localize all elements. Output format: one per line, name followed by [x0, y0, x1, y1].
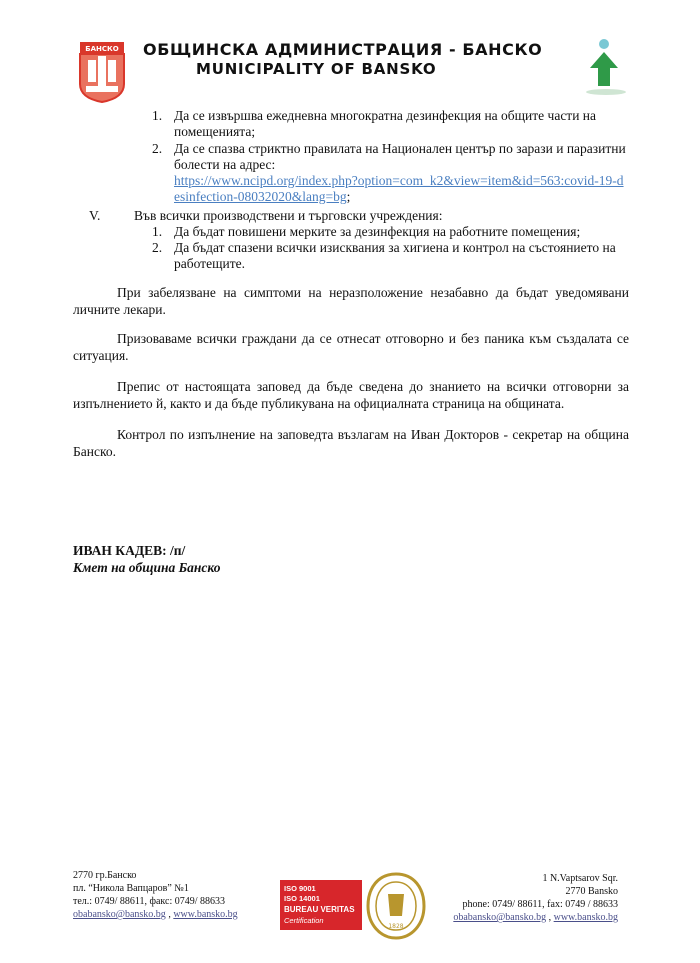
footer-email-link-en[interactable]: obabansko@bansko.bg — [453, 912, 547, 923]
footer-address-bg: 2770 гр.Банско пл. “Никола Вапцаров” №1 тел.: 0749/ 88611, факс: 0749/ 88633 obabansko@bansko.bg , www.bansko.bg — [73, 870, 238, 920]
list-item: 1. Да бъдат повишени мерките за дезинфекция на работните помещения; — [152, 224, 581, 239]
svg-text:1828: 1828 — [388, 923, 404, 930]
paragraph-symptoms: При забелязване на симптоми на неразположение незабавно да бъдат уведомявани личните лекари. — [73, 285, 629, 317]
signature-name: ИВАН КАДЕВ: /п/ — [73, 543, 186, 558]
bansko-crest-icon — [78, 40, 126, 104]
section-v — [89, 208, 629, 272]
header-title-bg: ОБЩИНСКА АДМИНИСТРАЦИЯ - БАНСКО — [143, 40, 543, 59]
paragraph-transcript: Препис от настоящата заповед да бъде сведена до знанието на всички отговорни за изпълнението й, както и да бъде публикувана на официалната страница на общината. — [73, 379, 629, 411]
list-item: 2. Да се спазва стриктно правилата на Национален център по зарази и паразитни болести на адрес: https://www.ncipd.org/index.php?option=com_k2&view=item&id=563:covid-19-desinfection-08032020&lang=bg; — [152, 141, 626, 204]
signature-title: Кмет на община Банско — [73, 560, 221, 575]
footer-email-link[interactable]: obabansko@bansko.bg — [73, 909, 166, 920]
header-title-en: MUNICIPALITY OF BANSKO — [196, 60, 437, 78]
list-item: 2. Да бъдат спазени всички изисквания за хигиена и контрол на състоянието на работещите. — [152, 240, 616, 271]
green-arrow-logo-icon — [582, 38, 630, 98]
footer-address-en: 1 N.Vaptsarov Sqr. 2770 Bansko phone: 0749/ 88611, fax: 0749 / 88633 obabansko@bansko.bg , www.bansko.bg — [453, 873, 618, 923]
bureau-veritas-seal-icon — [366, 872, 426, 940]
section-heading: V. Във всички производствени и търговски учреждения: — [89, 208, 443, 223]
paragraph-appeal: Призоваваме всички граждани да се отнесат отговорно и без паника към създалата се ситуация. — [73, 331, 629, 363]
ncipd-link[interactable]: https://www.ncipd.org/index.php?option=com_k2&view=item&id=563:covid-19-desinfection-08032020&lang=bg — [174, 173, 624, 204]
certification-badge: ISO 9001 ISO 14001 BUREAU VERITAS Certification — [280, 880, 362, 930]
footer-web-link-en[interactable]: www.bansko.bg — [553, 912, 618, 923]
crest-label: БАНСКО — [85, 45, 119, 53]
list-item: 1. Да се извършва ежедневна многократна дезинфекция на общите части на помещенията; — [152, 108, 597, 139]
measures-list-1 — [152, 108, 629, 205]
paragraph-control: Контрол по изпълнение на заповедта възлагам на Иван Докторов - секретар на община Банско. — [73, 427, 629, 459]
bureau-veritas-certification — [280, 880, 428, 940]
footer-web-link[interactable]: www.bansko.bg — [173, 909, 238, 920]
